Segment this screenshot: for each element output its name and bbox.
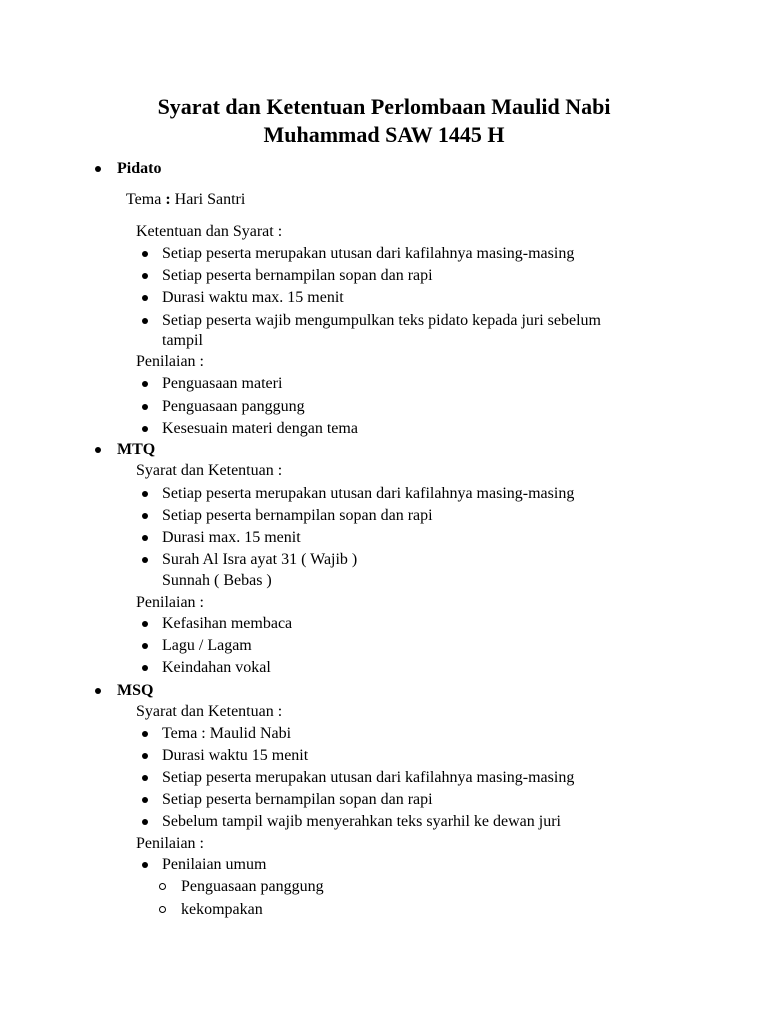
bullet-icon [142, 295, 148, 301]
bullet-icon [142, 643, 148, 649]
list-item: Durasi waktu max. 15 menit [162, 289, 344, 306]
bullet-icon [142, 557, 148, 563]
bullet-icon [142, 535, 148, 541]
list-item: Tema : Maulid Nabi [162, 725, 292, 742]
bullet-icon [95, 688, 101, 694]
bullet-icon [142, 621, 148, 627]
bullet-icon [142, 273, 148, 279]
sub-bullet-icon [159, 906, 166, 913]
list-item: Kefasihan membaca [162, 615, 293, 632]
bullet-icon [142, 426, 148, 432]
bullet-icon [142, 753, 148, 759]
list-item: Surah Al Isra ayat 31 ( Wajib ) [162, 551, 358, 568]
list-item: Keindahan vokal [162, 659, 271, 676]
list-item: Durasi waktu 15 menit [162, 747, 309, 764]
bullet-icon [142, 862, 148, 868]
list-item: Setiap peserta merupakan utusan dari kafilahnya masing-masing [162, 485, 575, 502]
pidato-assessment-heading: Penilaian : [136, 353, 204, 370]
list-item: Setiap peserta wajib mengumpulkan teks pidato kepada juri sebelum [162, 312, 601, 329]
sub-list-item: Penguasaan panggung [181, 878, 324, 895]
mtq-rules-heading: Syarat dan Ketentuan : [136, 462, 283, 479]
list-item: Setiap peserta merupakan utusan dari kafilahnya masing-masing [162, 769, 575, 786]
bullet-icon [142, 731, 148, 737]
bullet-icon [142, 775, 148, 781]
tema-colon: : [161, 191, 175, 208]
document-title-line-2: Muhammad SAW 1445 H [263, 122, 505, 147]
list-item: Penguasaan materi [162, 375, 283, 392]
sub-list-item: kekompakan [181, 901, 263, 918]
tema-value: Hari Santri [174, 191, 246, 208]
bullet-icon [142, 251, 148, 257]
bullet-icon [142, 404, 148, 410]
bullet-icon [142, 318, 148, 324]
sub-bullet-icon [159, 883, 166, 890]
section-heading-mtq: MTQ [117, 441, 156, 458]
list-item: Sebelum tampil wajib menyerahkan teks syarhil ke dewan juri [162, 813, 561, 830]
list-item: Penilaian umum [162, 856, 267, 873]
bullet-icon [95, 447, 101, 453]
list-item: Setiap peserta merupakan utusan dari kafilahnya masing-masing [162, 245, 575, 262]
msq-rules-heading: Syarat dan Ketentuan : [136, 703, 283, 720]
pidato-tema [126, 192, 245, 208]
list-item: Setiap peserta bernampilan sopan dan rapi [162, 267, 433, 284]
section-heading-pidato: Pidato [117, 160, 162, 177]
list-item: Kesesuain materi dengan tema [162, 420, 358, 437]
list-item: Setiap peserta bernampilan sopan dan rapi [162, 791, 433, 808]
list-item: Setiap peserta bernampilan sopan dan rapi [162, 507, 433, 524]
document-title-line-1: Syarat dan Ketentuan Perlombaan Maulid Nabi [157, 94, 611, 119]
mtq-assessment-heading: Penilaian : [136, 594, 204, 611]
bullet-icon [142, 665, 148, 671]
list-item: Penguasaan panggung [162, 398, 305, 415]
list-item-continuation: Sunnah ( Bebas ) [162, 572, 272, 589]
msq-assessment-heading: Penilaian : [136, 835, 204, 852]
list-item: Lagu / Lagam [162, 637, 252, 654]
pidato-rules-heading: Ketentuan dan Syarat : [136, 223, 283, 240]
tema-label: Tema [126, 191, 162, 208]
bullet-icon [142, 491, 148, 497]
bullet-icon [142, 819, 148, 825]
bullet-icon [142, 513, 148, 519]
bullet-icon [95, 166, 101, 172]
list-item-continuation: tampil [162, 332, 203, 349]
section-heading-msq: MSQ [117, 682, 154, 699]
list-item: Durasi max. 15 menit [162, 529, 301, 546]
bullet-icon [142, 381, 148, 387]
bullet-icon [142, 797, 148, 803]
